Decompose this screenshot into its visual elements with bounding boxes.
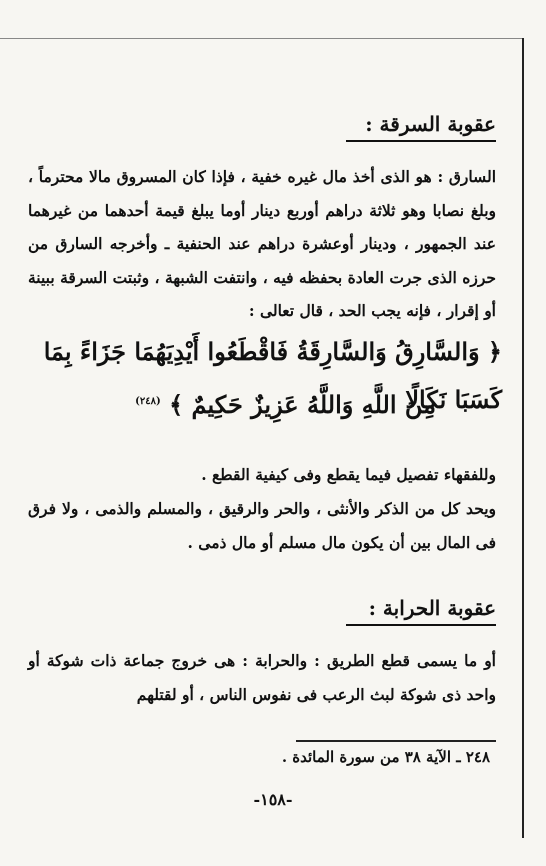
heading-theft-punishment xyxy=(365,112,496,136)
heading-underline xyxy=(346,624,496,626)
paragraph-theft-definition: السارق : هو الذى أخذ مال غيره خفية ، فإذا كان المسروق مالا محترماً ، وبلغ نصابا وهو ثلاثة دراهم أوربع دينار أوما يبلغ قيمة أحدهما من غيرهما عند الجمهور ، ودينار أوعشرة دراهم عند الحنفية ـ وأخرجه السارق من حرزه الذى جرت العادة بحفظه فيه ، وانتفت الشبهة ، وثبتت السرقة ببينة أو إقرار ، فإنه يجب الحد ، قال تعالى : xyxy=(28,167,496,320)
heading-underline xyxy=(346,140,496,142)
heading-hirabah-punishment xyxy=(369,596,496,620)
paragraph-hirabah-definition: أو ما يسمى قطع الطريق : والحرابة : هى خروج جماعة ذات شوكة أو واحد ذى شوكة لبث الرعب فى نفوس الناس ، أو لقتلهم xyxy=(28,651,496,704)
page-border-top xyxy=(0,38,524,39)
quran-verse-line-1: ﴿ وَالسَّارِقُ وَالسَّارِقَةُ فَاقْطَعُوا أَيْدِيَهُمَا جَزَاءً بِمَا كَسَبَا نَكَالًا xyxy=(43,337,502,414)
verse-footnote-ref: (٢٤٨) xyxy=(135,396,161,407)
heading-text: عقوبة السرقة : xyxy=(365,112,496,136)
page-number: -١٥٨- xyxy=(253,790,293,809)
paragraph-punishment-applies: ويحد كل من الذكر والأنثى ، والحر والرقيق ، والمسلم والذمى ، ولا فرق فى المال بين أن يكون مال مسلم أو مال ذمى . xyxy=(28,499,496,552)
paragraph-jurists-detail: وللفقهاء تفصيل فيما يقطع وفى كيفية القطع . xyxy=(201,465,496,484)
heading-text: عقوبة الحرابة : xyxy=(368,596,496,620)
footnote: ٢٤٨ ـ الآية ٣٨ من سورة المائدة . xyxy=(281,748,490,766)
quran-verse-line-2 xyxy=(28,378,436,429)
footnote-separator xyxy=(296,740,496,742)
page-border-right xyxy=(522,38,524,838)
verse-text: مِنَ اللَّهِ وَاللَّهُ عَزِيزٌ حَكِيمٌ ﴾ xyxy=(169,390,436,419)
